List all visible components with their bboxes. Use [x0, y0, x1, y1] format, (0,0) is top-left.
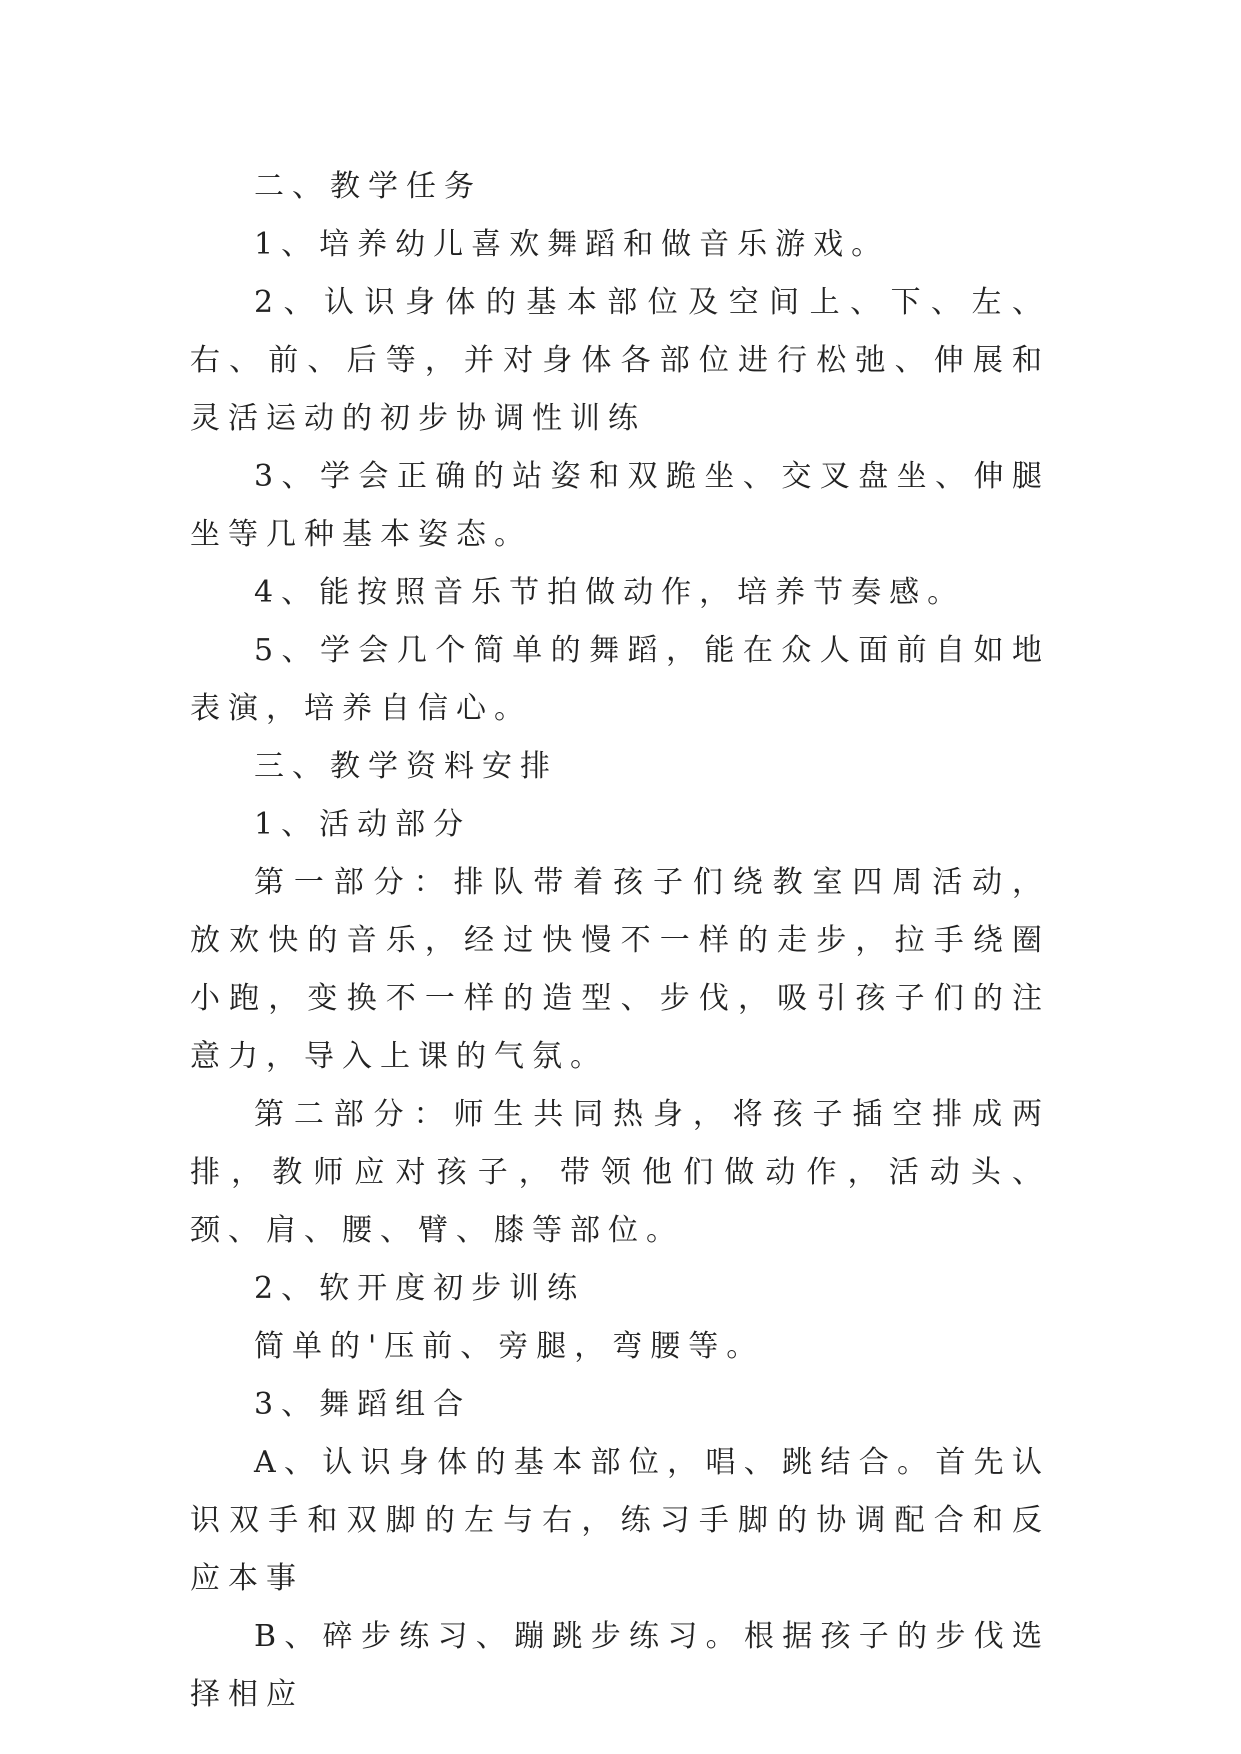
task-item-5: 5、学会几个简单的舞蹈，能在众人面前自如地表演，培养自信心。 — [190, 633, 1050, 726]
dance-item-a: A、认识身体的基本部位，唱、跳结合。首先认识双手和双脚的左与右，练习手脚的协调配合和反应本事 — [190, 1445, 1050, 1596]
task-item-1: 1、培养幼儿喜欢舞蹈和做音乐游戏。 — [254, 227, 890, 262]
subheading-activity-part: 1、活动部分 — [254, 807, 472, 842]
section-heading-content-arrangement: 三、教学资料安排 — [254, 749, 558, 784]
flexibility-training-text: 简单的'压前、旁腿，弯腰等。 — [254, 1329, 765, 1364]
task-item-4: 4、能按照音乐节拍做动作，培养节奏感。 — [254, 575, 966, 610]
task-item-3: 3、学会正确的站姿和双跪坐、交叉盘坐、伸腿坐等几种基本姿态。 — [190, 459, 1050, 552]
document-body — [190, 158, 1050, 1724]
task-item-2: 2、认识身体的基本部位及空间上、下、左、右、前、后等，并对身体各部位进行松弛、伸展和灵活运动的初步协调性训练 — [190, 285, 1050, 436]
subheading-flexibility-training: 2、软开度初步训练 — [254, 1271, 586, 1306]
subheading-dance-combination: 3、舞蹈组合 — [254, 1387, 472, 1422]
section-heading-teaching-tasks: 二、教学任务 — [254, 169, 482, 204]
activity-part-two: 第二部分：师生共同热身，将孩子插空排成两排，教师应对孩子，带领他们做动作，活动头、颈、肩、腰、臂、膝等部位。 — [190, 1097, 1050, 1248]
dance-item-b: B、碎步练习、蹦跳步练习。根据孩子的步伐选择相应 — [190, 1619, 1050, 1712]
activity-part-one: 第一部分：排队带着孩子们绕教室四周活动，放欢快的音乐，经过快慢不一样的走步，拉手绕圈小跑，变换不一样的造型、步伐，吸引孩子们的注意力，导入上课的气氛。 — [190, 865, 1050, 1074]
